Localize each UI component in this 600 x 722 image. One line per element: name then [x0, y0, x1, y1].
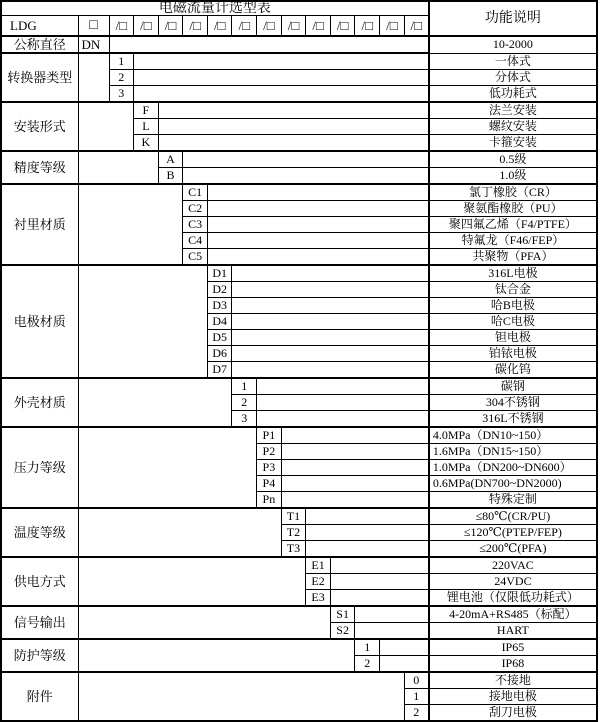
option-description: HART — [429, 623, 597, 640]
code-slot-box: /□ — [404, 16, 429, 37]
option-description: 氯丁橡胶（CR） — [429, 184, 597, 201]
option-code: E2 — [306, 574, 331, 590]
option-code: C5 — [183, 249, 208, 266]
code-slot-box: /□ — [109, 16, 134, 37]
category-label: 外壳材质 — [1, 378, 78, 427]
empty-cell — [109, 36, 429, 53]
option-code: E3 — [306, 590, 331, 607]
empty-cell — [207, 184, 428, 201]
empty-cell — [78, 508, 281, 557]
option-description: 共聚物（PFA） — [429, 249, 597, 266]
option-description: 铂铱电极 — [429, 346, 597, 362]
empty-cell — [232, 362, 429, 379]
option-description: 分体式 — [429, 70, 597, 86]
empty-cell — [158, 135, 429, 152]
option-code: 2 — [232, 395, 257, 411]
empty-cell — [158, 102, 429, 119]
empty-cell — [306, 541, 429, 558]
empty-cell — [158, 119, 429, 135]
empty-cell — [330, 557, 428, 574]
empty-cell — [78, 427, 257, 508]
option-description: 低功耗式 — [429, 86, 597, 103]
empty-cell — [78, 557, 306, 606]
option-description: 304不锈钢 — [429, 395, 597, 411]
option-description: 0.6MPa(DN700~DN2000) — [429, 476, 597, 492]
code-slot-box: /□ — [281, 16, 306, 37]
empty-cell — [281, 492, 429, 509]
empty-cell — [330, 590, 428, 607]
category-label: 安装形式 — [1, 102, 78, 151]
option-code: C4 — [183, 233, 208, 249]
option-description: ≤80℃(CR/PU) — [429, 508, 597, 525]
option-code: P1 — [257, 427, 282, 444]
code-slot-box: /□ — [306, 16, 331, 37]
option-code: 3 — [109, 86, 134, 103]
option-code: K — [134, 135, 159, 152]
option-code: P4 — [257, 476, 282, 492]
empty-cell — [232, 265, 429, 282]
empty-cell — [134, 53, 429, 70]
code-slot-box: /□ — [330, 16, 355, 37]
empty-cell — [207, 217, 428, 233]
option-code: 1 — [232, 378, 257, 395]
option-code: D3 — [207, 298, 232, 314]
empty-cell — [306, 508, 429, 525]
empty-cell — [78, 639, 355, 672]
empty-cell — [78, 151, 158, 184]
option-code: T1 — [281, 508, 306, 525]
option-description: 法兰安装 — [429, 102, 597, 119]
option-description: IP65 — [429, 639, 597, 656]
empty-cell — [330, 574, 428, 590]
option-description: 24VDC — [429, 574, 597, 590]
empty-cell — [134, 86, 429, 103]
option-code: 2 — [109, 70, 134, 86]
option-description: 316L不锈钢 — [429, 411, 597, 428]
category-label: 附件 — [1, 672, 78, 721]
category-label: 温度等级 — [1, 508, 78, 557]
option-code: D6 — [207, 346, 232, 362]
option-code: D7 — [207, 362, 232, 379]
option-code: C2 — [183, 201, 208, 217]
option-code: E1 — [306, 557, 331, 574]
option-code: 2 — [355, 656, 380, 673]
option-code: P2 — [257, 444, 282, 460]
empty-cell — [257, 395, 429, 411]
option-code: B — [158, 168, 183, 185]
empty-cell — [232, 330, 429, 346]
option-description: 锂电池（仅限低功耗式） — [429, 590, 597, 607]
option-description: 钛合金 — [429, 282, 597, 298]
empty-cell — [207, 201, 428, 217]
option-description: 卡箍安装 — [429, 135, 597, 152]
category-label: 电极材质 — [1, 265, 78, 378]
option-code: S1 — [330, 606, 355, 623]
empty-cell — [232, 346, 429, 362]
option-description: 聚氨酯橡胶（PU） — [429, 201, 597, 217]
option-description: 316L电极 — [429, 265, 597, 282]
empty-cell — [78, 102, 134, 151]
option-description: 接地电极 — [429, 689, 597, 705]
empty-cell — [78, 606, 330, 639]
option-description: 特殊定制 — [429, 492, 597, 509]
option-description: 一体式 — [429, 53, 597, 70]
option-code: DN — [78, 36, 109, 53]
option-code: T3 — [281, 541, 306, 558]
empty-cell — [232, 314, 429, 330]
code-slot-box: /□ — [134, 16, 159, 37]
empty-cell — [134, 70, 429, 86]
option-code: 2 — [404, 705, 429, 722]
code-slot-box: /□ — [207, 16, 232, 37]
option-code: 1 — [109, 53, 134, 70]
option-code: D2 — [207, 282, 232, 298]
option-code: 0 — [404, 672, 429, 689]
option-code: 1 — [355, 639, 380, 656]
option-code: Pn — [257, 492, 282, 509]
category-label: 转换器类型 — [1, 53, 78, 102]
empty-cell — [257, 378, 429, 395]
option-code: C3 — [183, 217, 208, 233]
empty-cell — [306, 525, 429, 541]
option-code: 3 — [232, 411, 257, 428]
code-slot-box: /□ — [355, 16, 380, 37]
empty-cell — [281, 444, 429, 460]
table-title: 电磁流量计选型表 — [1, 1, 429, 16]
option-description: 10-2000 — [429, 36, 597, 53]
code-slot-box: /□ — [380, 16, 405, 37]
option-description: 哈B电极 — [429, 298, 597, 314]
option-code: 1 — [404, 689, 429, 705]
option-description: 特氟龙（F46/FEP） — [429, 233, 597, 249]
empty-cell — [380, 656, 429, 673]
option-code: S2 — [330, 623, 355, 640]
empty-cell — [207, 249, 428, 266]
option-code: F — [134, 102, 159, 119]
option-description: 1.6MPa（DN15~150） — [429, 444, 597, 460]
option-code: D1 — [207, 265, 232, 282]
empty-cell — [257, 411, 429, 428]
category-label: 供电方式 — [1, 557, 78, 606]
option-description: 1.0级 — [429, 168, 597, 185]
option-description: 刮刀电极 — [429, 705, 597, 722]
option-description: 哈C电极 — [429, 314, 597, 330]
empty-cell — [78, 265, 207, 378]
empty-cell — [78, 184, 183, 265]
option-description: 不接地 — [429, 672, 597, 689]
option-description: 220VAC — [429, 557, 597, 574]
option-description: 螺纹安装 — [429, 119, 597, 135]
code-slot-box: □ — [78, 16, 109, 37]
code-slot-box: /□ — [232, 16, 257, 37]
category-label: 精度等级 — [1, 151, 78, 184]
option-code: C1 — [183, 184, 208, 201]
empty-cell — [281, 460, 429, 476]
category-label: 压力等级 — [1, 427, 78, 508]
empty-cell — [281, 476, 429, 492]
empty-cell — [78, 378, 232, 427]
option-code: T2 — [281, 525, 306, 541]
model-prefix: LDG — [1, 16, 78, 37]
code-slot-box: /□ — [183, 16, 208, 37]
empty-cell — [78, 672, 404, 721]
category-label: 公称直径 — [1, 36, 78, 53]
function-column-header: 功能说明 — [429, 1, 597, 36]
option-description: 碳钢 — [429, 378, 597, 395]
empty-cell — [183, 168, 429, 185]
option-description: 1.0MPa（DN200~DN600） — [429, 460, 597, 476]
option-code: A — [158, 151, 183, 168]
option-code: D4 — [207, 314, 232, 330]
option-code: D5 — [207, 330, 232, 346]
empty-cell — [183, 151, 429, 168]
category-label: 防护等级 — [1, 639, 78, 672]
empty-cell — [380, 639, 429, 656]
option-description: ≤120℃(PTEP/FEP) — [429, 525, 597, 541]
option-description: 钽电极 — [429, 330, 597, 346]
option-description: 碳化钨 — [429, 362, 597, 379]
empty-cell — [232, 282, 429, 298]
option-description: IP68 — [429, 656, 597, 673]
code-slot-box: /□ — [257, 16, 282, 37]
option-description: 聚四氟乙烯（F4/PTFE） — [429, 217, 597, 233]
empty-cell — [78, 53, 109, 102]
option-code: P3 — [257, 460, 282, 476]
option-description: ≤200℃(PFA) — [429, 541, 597, 558]
empty-cell — [281, 427, 429, 444]
empty-cell — [207, 233, 428, 249]
option-description: 0.5级 — [429, 151, 597, 168]
category-label: 衬里材质 — [1, 184, 78, 265]
option-description: 4-20mA+RS485（标配） — [429, 606, 597, 623]
code-slot-box: /□ — [158, 16, 183, 37]
empty-cell — [232, 298, 429, 314]
option-description: 4.0MPa（DN10~150） — [429, 427, 597, 444]
empty-cell — [355, 623, 429, 640]
empty-cell — [355, 606, 429, 623]
option-code: L — [134, 119, 159, 135]
category-label: 信号输出 — [1, 606, 78, 639]
